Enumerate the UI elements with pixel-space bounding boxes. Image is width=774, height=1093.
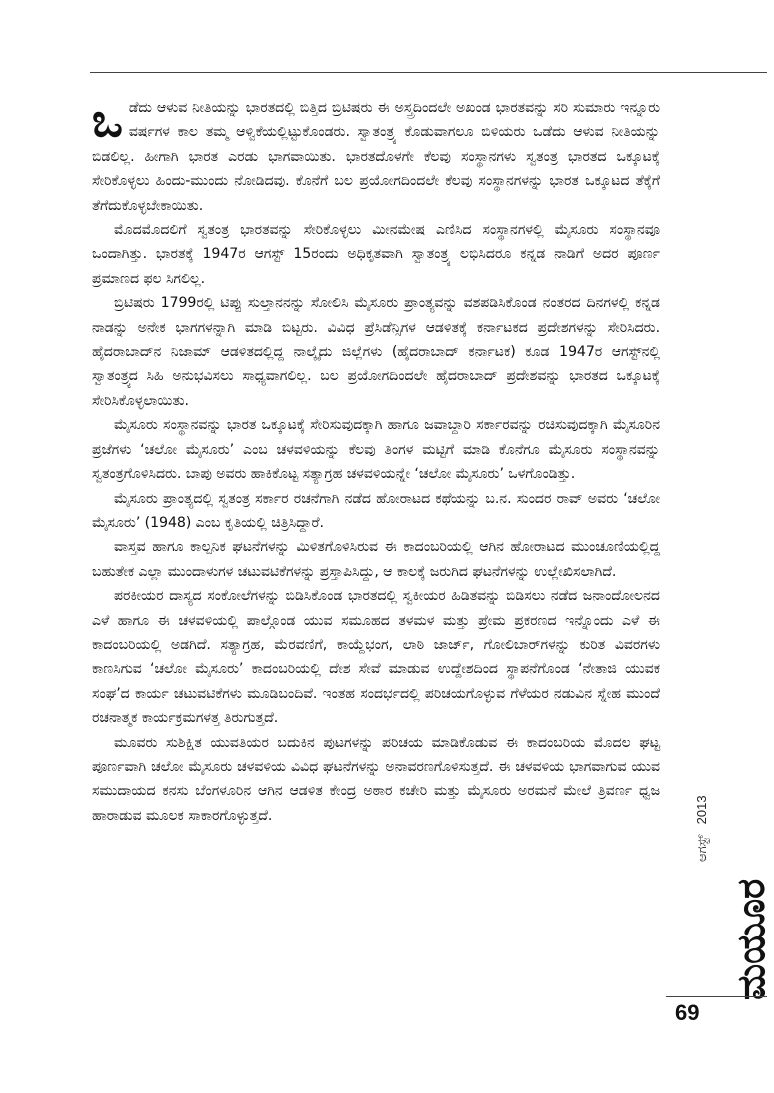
drop-cap: ಒ xyxy=(92,93,123,147)
paragraph-1 xyxy=(92,93,660,218)
paragraph-6: ವಾಸ್ತವ ಹಾಗೂ ಕಾಲ್ಪನಿಕ ಘಟನೆಗಳನ್ನು ಮಿಳಿತಗೊಳಿಸಿರುವ ಈ ಕಾದಂಬರಿಯಲ್ಲಿ ಆಗಿನ ಹೋರಾಟದ ಮುಂಚೂಣಿಯಲ್ಲಿದ್ದ ಬಹುತೇಕ ಎಲ್ಲಾ ಮುಂದಾಳುಗಳ ಚಟುವಟಿಕೆಗಳನ್ನು ಪ್ರಸ್ತಾಪಿಸಿದ್ದು, ಆ ಕಾಲಕ್ಕೆ ಜರುಗಿದ ಘಟನೆಗಳನ್ನು ಉಲ್ಲೇಖಿಸಲಾಗಿದೆ. xyxy=(92,539,660,580)
issue-date xyxy=(694,795,710,862)
magazine-masthead: ಮಯೂರ xyxy=(728,878,773,1000)
paragraph-8: ಮೂವರು ಸುಶಿಕ್ಷಿತ ಯುವತಿಯರ ಬದುಕಿನ ಪುಟಗಳನ್ನು ಪರಿಚಯ ಮಾಡಿಕೊಡುವ ಈ ಕಾದಂಬರಿಯ ಮೊದಲ ಘಟ್ಟ ಪೂರ್ಣವಾಗಿ ಚಲೋ ಮೈಸೂರು ಚಳವಳಿಯ ವಿವಿಧ ಘಟನೆಗಳನ್ನು ಅನಾವರಣಗೊಳಿಸುತ್ತದೆ. ಈ ಚಳವಳಿಯ ಭಾಗವಾಗುವ ಯುವ ಸಮುದಾಯದ ಕನಸು ಬೆಂಗಳೂರಿನ ಆಗಿನ ಆಡಳಿತ ಕೇಂದ್ರ ಅಠಾರ ಕಚೇರಿ ಮತ್ತು ಮೈಸೂರು ಅರಮನೆ ಮೇಲೆ ತ್ರಿವರ್ಣ ಧ್ವಜ ಹಾರಾಡುವ ಮೂಲಕ ಸಾಕಾರಗೊಳ್ಳುತ್ತದೆ. xyxy=(92,734,660,824)
page-number: 69 xyxy=(675,1000,700,1025)
paragraph-2: ಮೊದಮೊದಲಿಗೆ ಸ್ವತಂತ್ರ ಭಾರತವನ್ನು ಸೇರಿಕೊಳ್ಳಲು ಮೀನಮೇಷ ಎಣಿಸಿದ ಸಂಸ್ಥಾನಗಳಲ್ಲಿ ಮೈಸೂರು ಸಂಸ್ಥಾನವೂ ಒಂದಾಗಿತ್ತು. ಭಾರತಕ್ಕೆ 1947ರ ಆಗಸ್ಟ್ 15ರಂದು ಅಧಿಕೃತವಾಗಿ ಸ್ವಾತಂತ್ರ್ಯ ಲಭಿಸಿದರೂ ಕನ್ನಡ ನಾಡಿಗೆ ಅದರ ಪೂರ್ಣ ಪ್ರಮಾಣದ ಫಲ ಸಿಗಲಿಲ್ಲ. xyxy=(92,222,660,287)
paragraph-3: ಬ್ರಿಟಿಷರು 1799ರಲ್ಲಿ ಟಿಪ್ಪು ಸುಲ್ತಾನನನ್ನು ಸೋಲಿಸಿ ಮೈಸೂರು ಪ್ರಾಂತ್ಯವನ್ನು ವಶಪಡಿಸಿಕೊಂಡ ನಂತರದ ದಿನಗಳಲ್ಲಿ ಕನ್ನಡ ನಾಡನ್ನು ಅನೇಕ ಭಾಗಗಳನ್ನಾಗಿ ಮಾಡಿ ಬಿಟ್ಟರು. ವಿವಿಧ ಪ್ರೆಸಿಡೆನ್ಸಿಗಳ ಆಡಳಿತಕ್ಕೆ ಕರ್ನಾಟಕದ ಪ್ರದೇಶಗಳನ್ನು ಸೇರಿಸಿದರು. ಹೈದರಾಬಾದ್‌ನ ನಿಜಾಮ್ ಆಡಳಿತದಲ್ಲಿದ್ದ ನಾಲ್ಕೈದು ಜಿಲ್ಲೆಗಳು (ಹೈದರಾಬಾದ್ ಕರ್ನಾಟಕ) ಕೂಡ 1947ರ ಆಗಸ್ಟ್‌ನಲ್ಲಿ ಸ್ವಾತಂತ್ರ್ಯದ ಸಿಹಿ ಅನುಭವಿಸಲು ಸಾಧ್ಯವಾಗಲಿಲ್ಲ. ಬಲ ಪ್ರಯೋಗದಿಂದಲೇ ಹೈದರಾಬಾದ್ ಪ್ರದೇಶವನ್ನು ಭಾರತದ ಒಕ್ಕೂಟಕ್ಕೆ ಸೇರಿಸಿಕೊಳ್ಳಲಾಯಿತು. xyxy=(92,295,660,409)
top-divider xyxy=(90,72,767,73)
bottom-divider xyxy=(666,996,767,997)
issue-month: ಆಗಸ್ಟ್ xyxy=(694,834,709,862)
issue-year: 2013 xyxy=(694,795,709,825)
paragraph-7: ಪರಕೀಯರ ದಾಸ್ಯದ ಸಂಕೋಲೆಗಳನ್ನು ಬಿಡಿಸಿಕೊಂಡ ಭಾರತದಲ್ಲಿ ಸ್ವಕೀಯರ ಹಿಡಿತವನ್ನು ಬಿಡಿಸಲು ನಡೆದ ಜನಾಂದೋಲನದ ಎಳೆ ಹಾಗೂ ಈ ಚಳವಳಿಯಲ್ಲಿ ಪಾಲ್ಗೊಂಡ ಯುವ ಸಮೂಹದ ತಳಮಳ ಮತ್ತು ಪ್ರೇಮ ಪ್ರಕರಣದ ಇನ್ನೊಂದು ಎಳೆ ಈ ಕಾದಂಬರಿಯಲ್ಲಿ ಅಡಗಿದೆ. ಸತ್ಯಾಗ್ರಹ, ಮೆರವಣಿಗೆ, ಕಾಯ್ದೆಭಂಗ, ಲಾಠಿ ಜಾರ್ಜ್, ಗೋಲಿಬಾರ್‌ಗಳನ್ನು ಕುರಿತ ವಿವರಗಳು ಕಾಣಸಿಗುವ ‘ಚಲೋ ಮೈಸೂರು’ ಕಾದಂಬರಿಯಲ್ಲಿ ದೇಶ ಸೇವೆ ಮಾಡುವ ಉದ್ದೇಶದಿಂದ ಸ್ಥಾಪನೆಗೊಂಡ ‘ನೇತಾಜಿ ಯುವಕ ಸಂಘ’ದ ಕಾರ್ಯ ಚಟುವಟಿಕೆಗಳು ಮೂಡಿಬಂದಿವೆ. ಇಂತಹ ಸಂದರ್ಭದಲ್ಲಿ ಪರಿಚಯಗೊಳ್ಳುವ ಗೆಳೆಯರ ನಡುವಿನ ಸ್ನೇಹ ಮುಂದೆ ರಚನಾತ್ಮಕ ಕಾರ್ಯಕ್ರಮಗಳತ್ತ ತಿರುಗುತ್ತದೆ. xyxy=(92,588,660,727)
paragraph-1-text: ಡೆದು ಆಳುವ ನೀತಿಯನ್ನು ಭಾರತದಲ್ಲಿ ಬಿತ್ತಿದ ಬ್ರಿಟಿಷರು ಈ ಅಸ್ತ್ರದಿಂದಲೇ ಅಖಂಡ ಭಾರತವನ್ನು ಸರಿ ಸುಮಾರು ಇನ್ನೂರು ವರ್ಷಗಳ ಕಾಲ ತಮ್ಮ ಆಳ್ವಿಕೆಯಲ್ಲಿಟ್ಟುಕೊಂಡರು. ಸ್ವಾತಂತ್ರ್ಯ ಕೊಡುವಾಗಲೂ ಬಿಳಿಯರು ಒಡೆದು ಆಳುವ ನೀತಿಯನ್ನು ಬಿಡಲಿಲ್ಲ. ಹೀಗಾಗಿ ಭಾರತ ಎರಡು ಭಾಗವಾಯಿತು. ಭಾರತದೊಳಗೇ ಕೆಲವು ಸಂಸ್ಥಾನಗಳು ಸ್ವತಂತ್ರ ಭಾರತದ ಒಕ್ಕೂಟಕ್ಕೆ ಸೇರಿಕೊಳ್ಳಲು ಹಿಂದು-ಮುಂದು ನೋಡಿದವು. ಕೊನೆಗೆ ಬಲ ಪ್ರಯೋಗದಿಂದಲೇ ಕೆಲವು ಸಂಸ್ಥಾನಗಳನ್ನು ಭಾರತ ಒಕ್ಕೂಟದ ತೆಕ್ಕೆಗೆ ತೆಗೆದುಕೊಳ್ಳಬೇಕಾಯಿತು. xyxy=(92,100,660,214)
article-body xyxy=(92,93,660,828)
paragraph-4: ಮೈಸೂರು ಸಂಸ್ಥಾನವನ್ನು ಭಾರತ ಒಕ್ಕೂಟಕ್ಕೆ ಸೇರಿಸುವುದಕ್ಕಾಗಿ ಹಾಗೂ ಜವಾಬ್ದಾರಿ ಸರ್ಕಾರವನ್ನು ರಚಿಸುವುದಕ್ಕಾಗಿ ಮೈಸೂರಿನ ಪ್ರಜೆಗಳು ‘ಚಲೋ ಮೈಸೂರು’ ಎಂಬ ಚಳವಳಿಯನ್ನು ಕೆಲವು ತಿಂಗಳ ಮಟ್ಟಿಗೆ ಮಾಡಿ ಕೊನೆಗೂ ಮೈಸೂರು ಸಂಸ್ಥಾನವನ್ನು ಸ್ವತಂತ್ರಗೊಳಿಸಿದರು. ಬಾಪು ಅವರು ಹಾಕಿಕೊಟ್ಟ ಸತ್ಯಾಗ್ರಹ ಚಳವಳಿಯನ್ನೇ ‘ಚಲೋ ಮೈಸೂರು’ ಒಳಗೊಂಡಿತ್ತು. xyxy=(92,417,660,483)
paragraph-5: ಮೈಸೂರು ಪ್ರಾಂತ್ಯದಲ್ಲಿ ಸ್ವತಂತ್ರ ಸರ್ಕಾರ ರಚನೆಗಾಗಿ ನಡೆದ ಹೋರಾಟದ ಕಥೆಯನ್ನು ಬ.ನ. ಸುಂದರ ರಾವ್ ಅವರು ‘ಚಲೋ ಮೈಸೂರು’ (1948) ಎಂಬ ಕೃತಿಯಲ್ಲಿ ಚಿತ್ರಿಸಿದ್ದಾರೆ. xyxy=(92,490,660,531)
